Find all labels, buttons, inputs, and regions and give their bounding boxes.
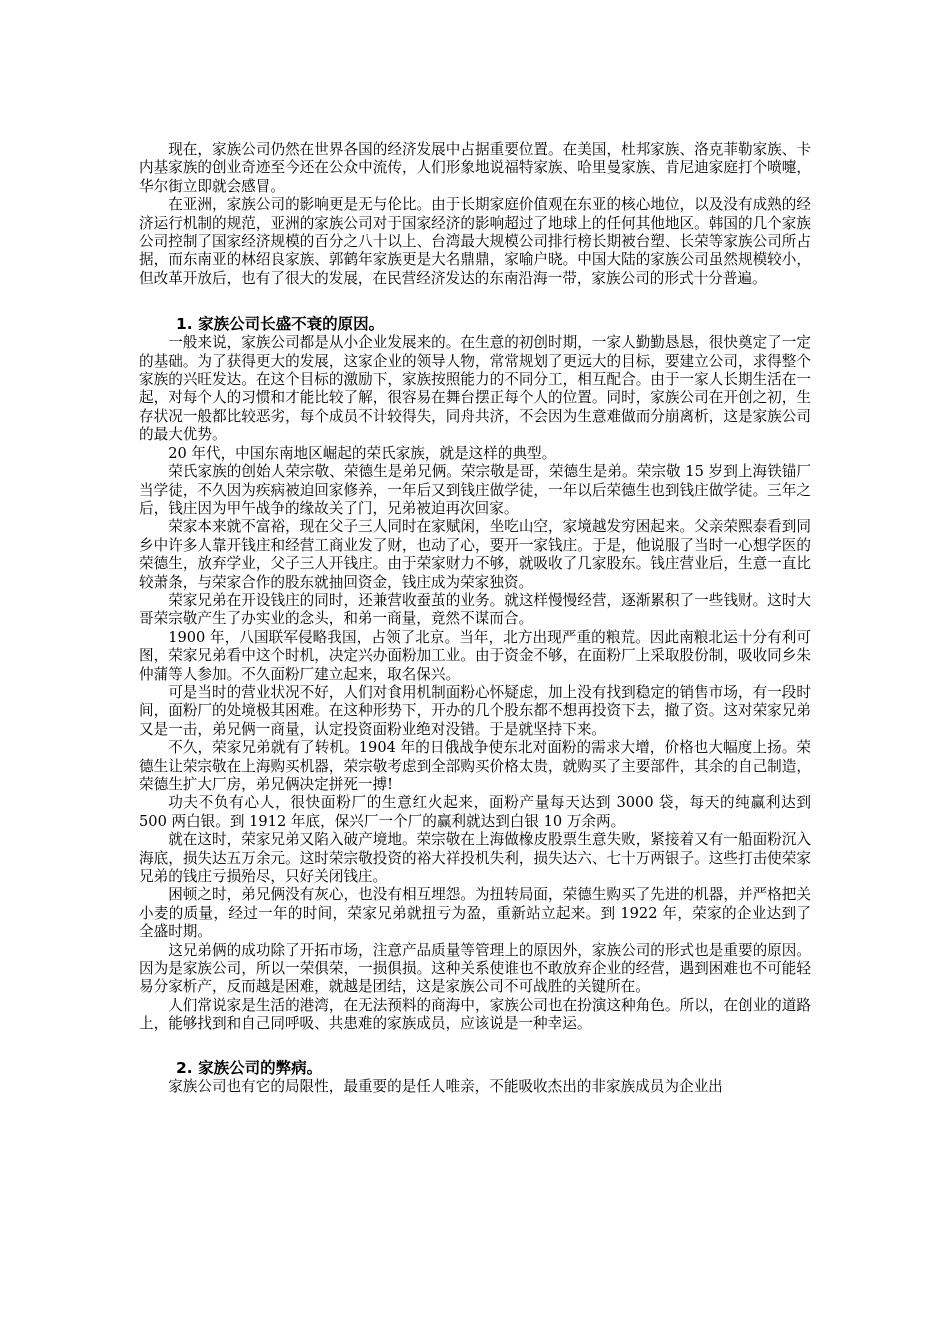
section-heading-1: 1. 家族公司长盛不衰的原因。 <box>176 315 385 334</box>
section2-paragraph: 家族公司也有它的局限性，最重要的是任人唯亲，不能吸收杰出的非家族成员为企业出 <box>168 1077 723 1095</box>
section1-paragraph: 就在这时，荣家兄弟又陷入破产境地。荣宗敬在上海做橡皮股票生意失败，紧接着又有一船面粉沉入海底，损失达五万余元。这时荣宗敬投资的裕大祥投机失利，损失达六、七十万两银子。这些打击使荣家兄弟的钱庄亏损殆尽，只好关闭钱庄。 <box>139 831 811 886</box>
section1-paragraph: 人们常说家是生活的港湾，在无法预料的商海中，家族公司也在扮演这种角色。所以，在创业的道路上，能够找到和自己同呼吸、共患难的家族成员，应该说是一种幸运。 <box>139 996 811 1033</box>
section1-paragraph: 荣氏家族的创始人荣宗敬、荣德生是弟兄俩。荣宗敬是哥，荣德生是弟。荣宗敬 15 岁到上海铁锚厂当学徒，不久因为疾病被迫回家修养，一年后又到钱庄做学徒，一年以后荣德生也到钱庄做学徒。三年之后，钱庄因为甲午战争的缘故关了门，兄弟被迫再次回家。 <box>139 463 811 517</box>
intro-paragraph-1: 现在，家族公司仍然在世界各国的经济发展中占据重要位置。在美国，杜邦家族、洛克菲勒家族、卡内基家族的创业奇迹至今还在公众中流传，人们形象地说福特家族、哈里曼家族、肯尼迪家庭打个喷嚏，华尔街立即就会感冒。 <box>139 141 811 195</box>
intro-paragraph-2: 在亚洲，家族公司的影响更是无与伦比。由于长期家庭价值观在东亚的核心地位，以及没有成熟的经济运行机制的规范，亚洲的家族公司对于国家经济的影响超过了地球上的任何其他地区。韩国的几个家族公司控制了国家经济规模的百分之八十以上、台湾最大规模公司排行榜长期被台塑、长荣等家族公司所占据，而东南亚的林绍良家族、郭鹤年家族更是大名鼎鼎，家喻户晓。中国大陆的家族公司虽然规模较小，但改革开放后，也有了很大的发展，在民营经济发达的东南沿海一带，家族公司的形式十分普遍。 <box>139 196 811 287</box>
section1-paragraph: 1900 年，八国联军侵略我国，占领了北京。当年，北方出现严重的粮荒。因此南粮北运十分有利可图，荣家兄弟看中这个时机，决定兴办面粉加工业。由于资金不够，在面粉厂上采取股份制，吸收同乡朱仲蒲等人参加。不久面粉厂建立起来，取名保兴。 <box>139 628 811 683</box>
section-heading-2: 2. 家族公司的弊病。 <box>176 1058 323 1077</box>
section1-paragraph: 困顿之时，弟兄俩没有灰心，也没有相互埋怨。为扭转局面，荣德生购买了先进的机器，并严格把关小麦的质量，经过一年的时间，荣家兄弟就扭亏为盈，重新站立起来。到 1922 年，荣家的企业达到了全盛时期。 <box>139 886 811 941</box>
section1-paragraph: 一般来说，家族公司都是从小企业发展来的。在生意的初创时期，一家人勤勤恳恳，很快奠定了一定的基础。为了获得更大的发展，这家企业的领导人物，常常规划了更远大的目标，要建立公司，求得整个家族的兴旺发达。在这个目标的激励下，家族按照能力的不同分工，相互配合。由于一家人长期生活在一起，对每个人的习惯和才能比较了解，很容易在舞台摆正每个人的位置。同时，家族公司在开创之初，生存状况一般都比较恶劣，每个成员不计较得失，同舟共济，不会因为生意难做而分崩离析，这是家族公司的最大优势。 <box>139 334 811 444</box>
section1-paragraph: 20 年代，中国东南地区崛起的荣氏家族，就是这样的典型。 <box>168 444 557 462</box>
section1-paragraph: 可是当时的营业状况不好，人们对食用机制面粉心怀疑虑，加上没有找到稳定的销售市场，有一段时间，面粉厂的处境极其困难。在这种形势下，开办的几个股东都不想再投资下去，撤了资。这对荣家兄弟又是一击，弟兄俩一商量，认定投资面粉业绝对没错。于是就坚持下来。 <box>139 683 811 738</box>
section1-paragraph: 不久，荣家兄弟就有了转机。1904 年的日俄战争使东北对面粉的需求大增，价格也大幅度上扬。荣德生让荣宗敬在上海购买机器，荣宗敬考虑到全部购买价格太贵，就购买了主要部件，其余的自己制造，荣德生扩大厂房，弟兄俩决定拼死一搏! <box>139 739 811 793</box>
section1-paragraph: 功夫不负有心人，很快面粉厂的生意红火起来，面粉产量每天达到 3000 袋，每天的纯赢利达到 500 两白银。到 1912 年底，保兴厂一个厂的赢利就达到白银 10 万余两。 <box>139 794 811 830</box>
section1-paragraph: 这兄弟俩的成功除了开拓市场，注意产品质量等管理上的原因外，家族公司的形式也是重要的原因。因为是家族公司，所以一荣俱荣，一损俱损。这种关系使谁也不敢放弃企业的经营，遇到困难也不可能轻易分家析产，反而越是困难，就越是团结，这是家族公司不可战胜的关键所在。 <box>139 941 811 996</box>
spacer <box>139 288 811 314</box>
spacer <box>139 1034 811 1058</box>
section1-paragraph: 荣家本来就不富裕，现在父子三人同时在家赋闲，坐吃山空，家境越发穷困起来。父亲荣熙泰看到同乡中许多人靠开钱庄和经营工商业发了财，也动了心，要开一家钱庄。于是，他说服了当时一心想学医的荣德生，放弃学业，父子三人开钱庄。由于荣家财力不够，就吸收了几家股东。钱庄营业后，生意一直比较萧条，与荣家合作的股东就抽回资金，钱庄成为荣家独资。 <box>139 518 811 591</box>
section1-paragraph: 荣家兄弟在开设钱庄的同时，还兼营收蚕茧的业务。就这样慢慢经营，逐渐累积了一些钱财。这时大哥荣宗敬产生了办实业的念头，和弟一商量，竟然不谋而合。 <box>139 591 811 628</box>
document-page <box>139 141 811 1096</box>
